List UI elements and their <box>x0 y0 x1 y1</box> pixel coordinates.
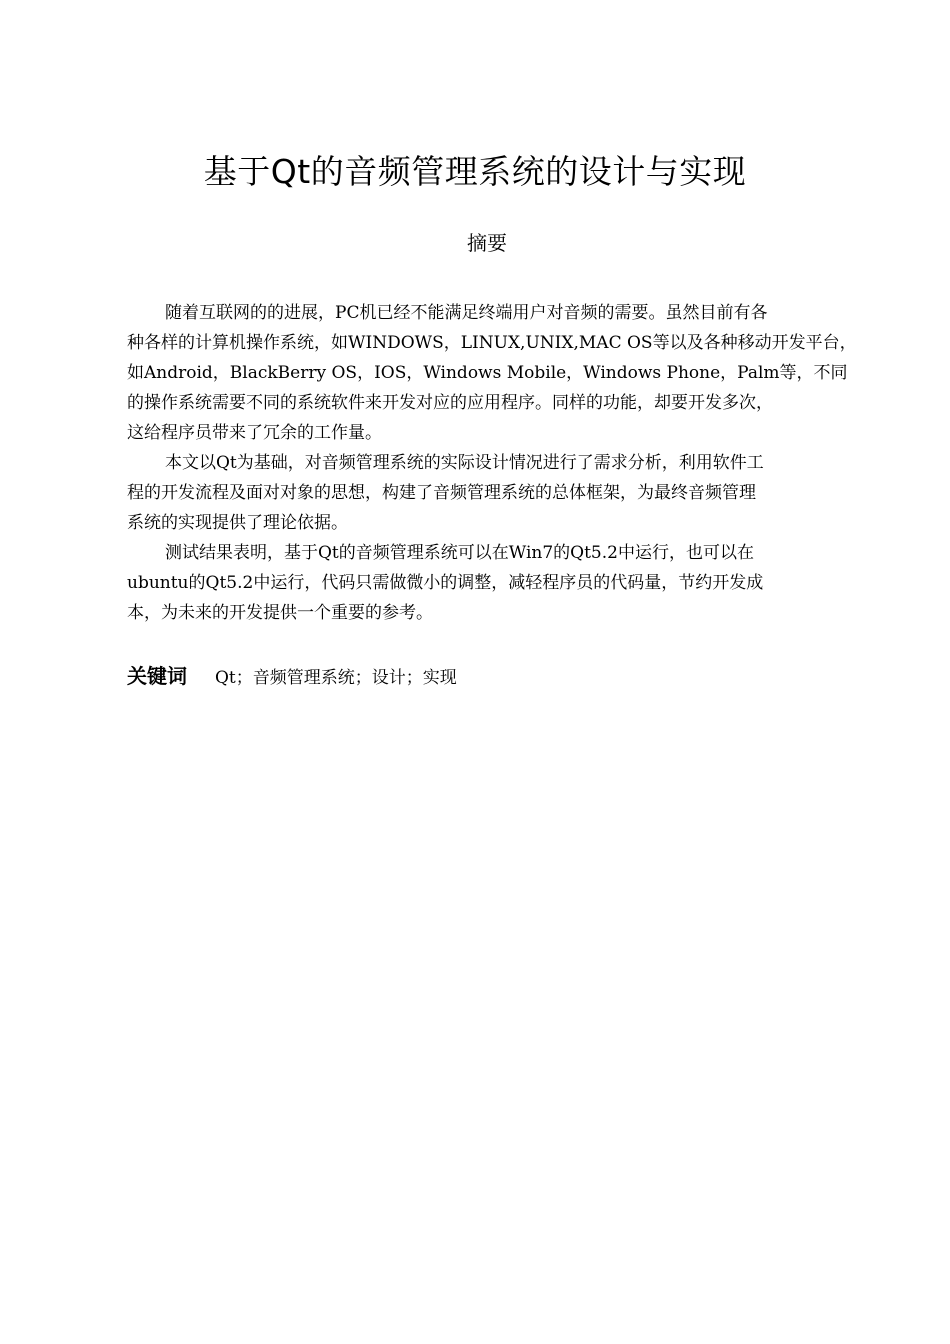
keywords-value: Qt；音频管理系统；设计；实现 <box>215 668 457 688</box>
keywords-label: 关键词 <box>127 664 187 688</box>
abstract-heading: 摘要 <box>467 231 507 255</box>
abstract-paragraph-2: 本文以Qt为基础，对音频管理系统的实际设计情况进行了需求分析，利用软件工 程的开发流程及面对对象的思想，构建了音频管理系统的总体框架，为最终音频管理 系统的实现提供了理论依据。 <box>127 453 764 533</box>
abstract-paragraph-1: 随着互联网的的进展，PC机已经不能满足终端用户对音频的需要。虽然目前有各 种各样的计算机操作系统，如WINDOWS，LINUX,UNIX,MAC OS等以及各种移动开发平台， 如Android，BlackBerry OS，IOS，Windows Mobile，Windows Phone，Palm等，不同 的操作系统需要不同的系统软件来开发对应的应用程序。同样的功能，却要开发多次， 这给程序员带来了冗余的工作量。 <box>127 303 857 443</box>
paper-title: 基于Qt的音频管理系统的设计与实现 <box>203 152 747 191</box>
abstract-body <box>127 298 861 628</box>
keywords-line <box>127 660 861 695</box>
abstract-paragraph-3: 测试结果表明，基于Qt的音频管理系统可以在Win7的Qt5.2中运行，也可以在 ubuntu的Qt5.2中运行，代码只需做微小的调整，减轻程序员的代码量，节约开发成 本，为未来的开发提供一个重要的参考。 <box>127 543 764 623</box>
